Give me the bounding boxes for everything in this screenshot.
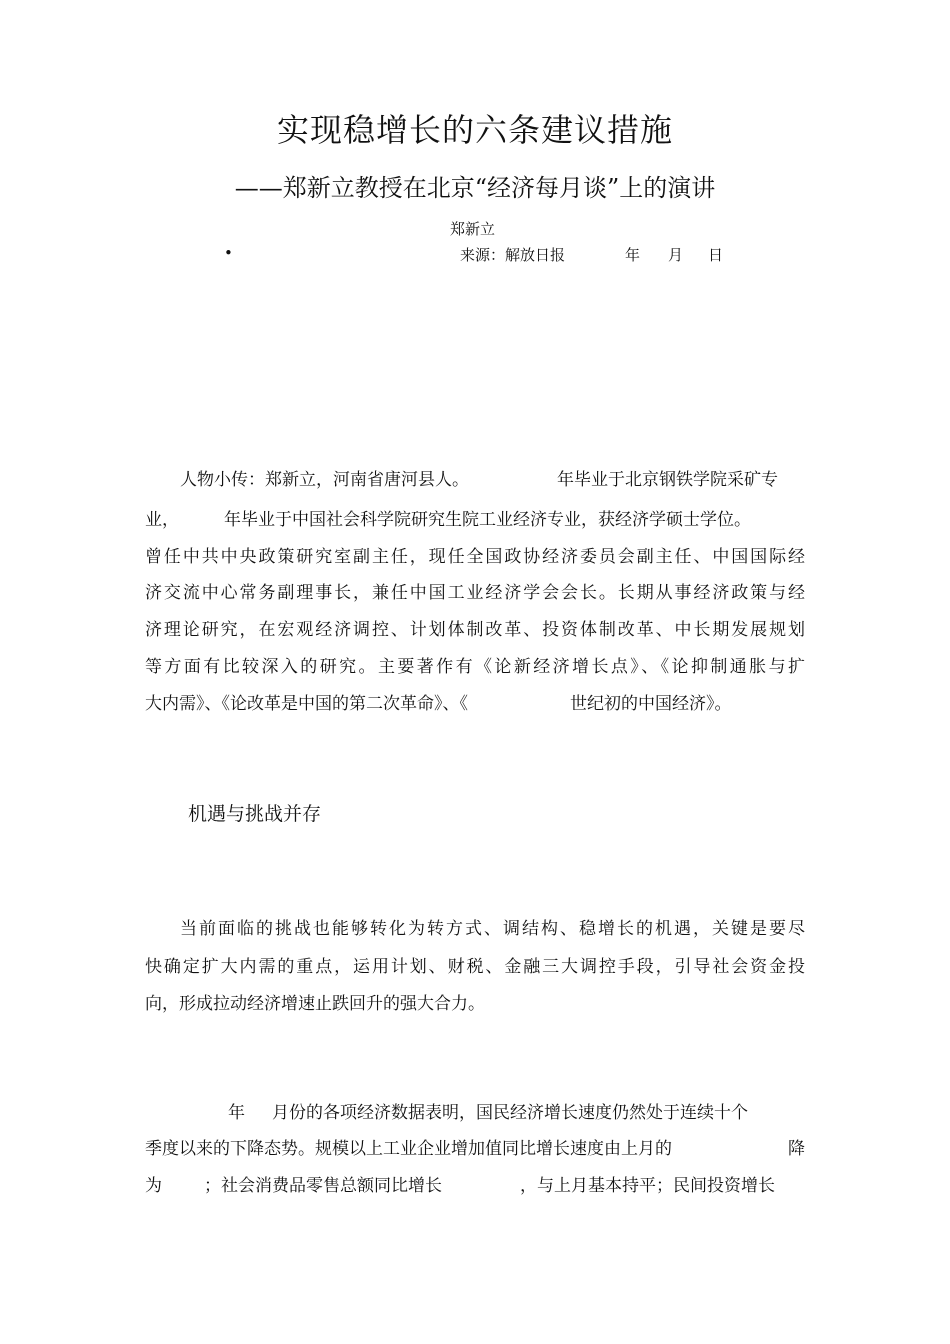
bio-line-7b: 世纪初的中国经济》。	[570, 694, 732, 714]
source-label: 来源：解放日报	[460, 246, 566, 264]
bio-line-2b: 年毕业于中国社会科学院研究生院工业经济专业，获经济学硕士学位。	[224, 510, 751, 530]
bullet-icon: •	[224, 244, 233, 262]
bio-line-4: 济交流中心常务副理事长，兼任中国工业经济学会会长。长期从事经济政策与经	[145, 583, 805, 603]
para1-line-2: 快确定扩大内需的重点，运用计划、财税、金融三大调控手段，引导社会资金投	[145, 957, 805, 977]
para2-line-3c: ，与上月基本持平；民间投资增长	[520, 1176, 775, 1196]
section-heading: 机遇与挑战并存	[188, 803, 322, 825]
document-title: 实现稳增长的六条建议措施	[276, 111, 673, 149]
bio-line-2a: 业，	[145, 510, 179, 530]
para1-line-1: 当前面临的挑战也能够转化为转方式、调结构、稳增长的机遇，关键是要尽	[180, 919, 805, 939]
bio-line-1b: 年毕业于北京钢铁学院采矿专	[557, 470, 778, 490]
para2-line-2a: 季度以来的下降态势。规模以上工业企业增加值同比增长速度由上月的	[145, 1139, 672, 1159]
para2-line-3b: ；社会消费品零售总额同比增长	[204, 1176, 442, 1196]
source-day: 日	[708, 246, 724, 264]
bio-line-7a: 大内需》、《论改革是中国的第二次革命》、《	[145, 694, 468, 714]
para2-line-1a: 年	[228, 1103, 245, 1123]
para1-line-3: 向，形成拉动经济增速止跌回升的强大合力。	[145, 994, 485, 1014]
bio-line-5: 济理论研究，在宏观经济调控、计划体制改革、投资体制改革、中长期发展规划	[145, 620, 805, 640]
para2-line-2b: 降	[788, 1139, 805, 1159]
bio-line-6: 等方面有比较深入的研究。主要著作有《论新经济增长点》、《论抑制通胀与扩	[145, 657, 805, 677]
source-month: 月	[668, 246, 684, 264]
source-year: 年	[625, 246, 641, 264]
bio-line-1a: 人物小传：郑新立，河南省唐河县人。	[180, 470, 469, 490]
para2-line-3a: 为	[145, 1176, 162, 1196]
author-name: 郑新立	[450, 220, 496, 238]
document-subtitle: ——郑新立教授在北京“经济每月谈”上的演讲	[234, 174, 716, 202]
bio-line-3: 曾任中共中央政策研究室副主任，现任全国政协经济委员会副主任、中国国际经	[145, 547, 805, 567]
para2-line-1b: 月份的各项经济数据表明，国民经济增长速度仍然处于连续十个	[272, 1103, 748, 1123]
